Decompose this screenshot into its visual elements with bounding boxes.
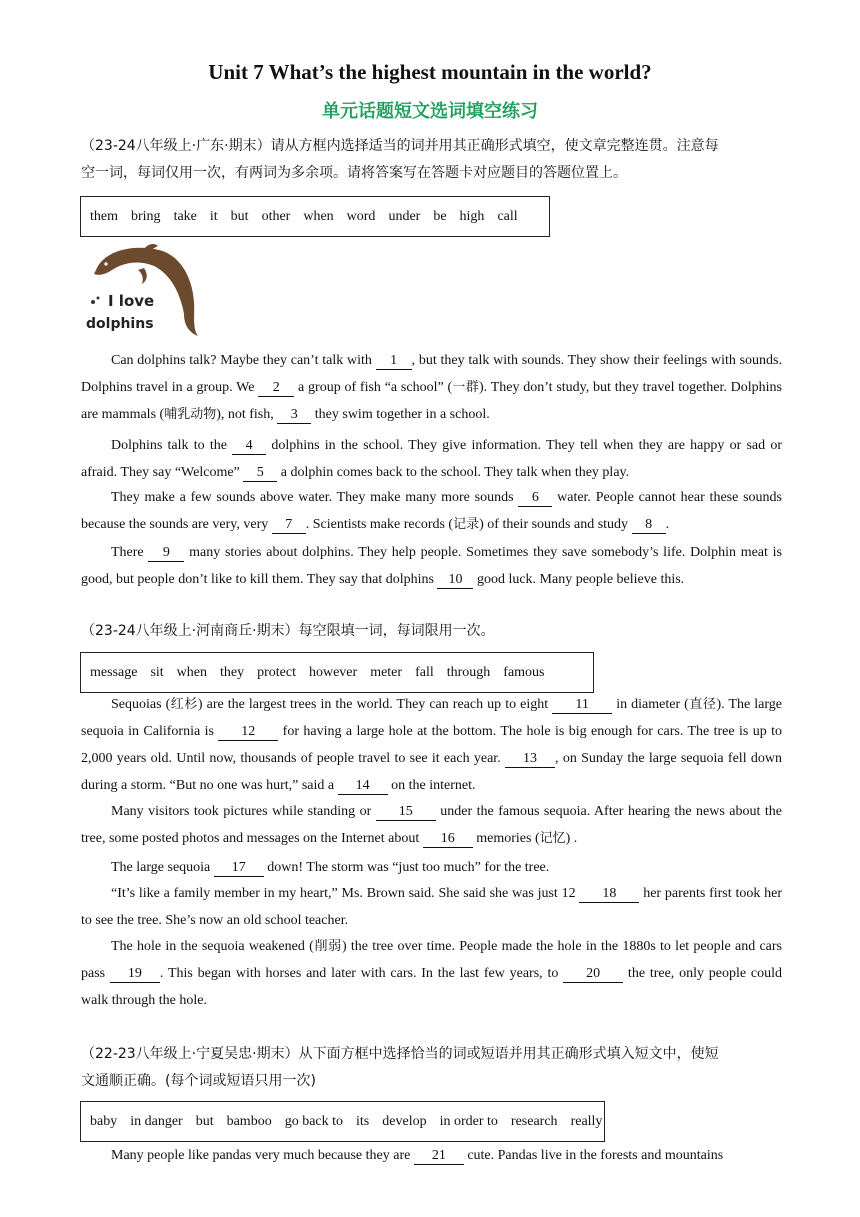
- blank-9[interactable]: 9: [148, 545, 184, 562]
- word-option: bamboo: [226, 1113, 272, 1129]
- word-option: but: [195, 1113, 214, 1129]
- image-caption-line1: I love: [108, 292, 155, 310]
- blank-7[interactable]: 7: [272, 517, 306, 534]
- section2-paragraph-2: Many visitors took pictures while standing or 15 under the famous sequoia. After hearing the news about the tree, some posted photos and messages on the Internet about 16 memories (记忆) .: [81, 804, 782, 846]
- word-option: research: [510, 1113, 558, 1129]
- word-option: bring: [131, 208, 161, 224]
- section1-intro-line2: 空一词，每词仅用一次，有两词为多余项。请将答案写在答题卡对应题目的答题位置上。: [81, 165, 627, 181]
- blank-13[interactable]: 13: [505, 751, 555, 768]
- section1-paragraph-1: Can dolphins talk? Maybe they can’t talk with 1 , but they talk with sounds. They show their feelings with sounds. Dolphins travel in a group. We 2 a group of fish “a school” (一群). They don’t study, but they travel together. Dolphins are mammals (哺乳动物), not fish, 3 they swim together in a school.: [81, 353, 782, 422]
- blank-16[interactable]: 16: [423, 831, 473, 848]
- word-option: them: [90, 208, 118, 224]
- section3-intro: [81, 1041, 781, 1095]
- section1-intro-line1: （23-24八年级上·广东·期末）请从方框内选择适当的词并用其正确形式填空，使文章完整连贯。注意每: [81, 138, 719, 154]
- image-caption-line2: dolphins: [86, 316, 154, 332]
- section2-intro: （23-24八年级上·河南商丘·期末）每空限填一词，每词限用一次。: [81, 623, 495, 639]
- word-option: call: [497, 208, 518, 224]
- word-option: be: [433, 208, 447, 224]
- word-option: word: [346, 208, 376, 224]
- blank-18[interactable]: 18: [579, 886, 639, 903]
- section1-intro: [81, 133, 781, 187]
- word-option: sit: [150, 664, 164, 680]
- word-option: develop: [382, 1113, 427, 1129]
- word-option: when: [176, 664, 207, 680]
- blank-2[interactable]: 2: [258, 380, 294, 397]
- word-option: in order to: [439, 1113, 498, 1129]
- word-option: however: [308, 664, 358, 680]
- blank-4[interactable]: 4: [232, 438, 266, 455]
- word-option: they: [220, 664, 245, 680]
- word-option: fall: [415, 664, 434, 680]
- word-option: go back to: [284, 1113, 344, 1129]
- blank-15[interactable]: 15: [376, 804, 436, 821]
- section3-intro-line2: 文通顺正确。(每个词或短语只用一次): [81, 1073, 316, 1089]
- word-option: it: [209, 208, 218, 224]
- word-option: protect: [257, 664, 296, 680]
- word-option: but: [230, 208, 249, 224]
- word-option: its: [356, 1113, 370, 1129]
- word-option: take: [173, 208, 197, 224]
- section2-paragraph-4: “It’s like a family member in my heart,” Ms. Brown said. She said she was just 12 18 her parents first took her to see the tree. She’s now an old school teacher.: [81, 886, 782, 928]
- blank-6[interactable]: 6: [518, 490, 552, 507]
- word-option: message: [90, 664, 138, 680]
- blank-20[interactable]: 20: [563, 966, 623, 983]
- section2-paragraph-1: Sequoias (红杉) are the largest trees in the world. They can reach up to eight 11 in diameter (直径). The large sequoia in California is 12 for having a large hole at the bottom. The hole is big enough for cars. The tree is up to 2,000 years old. Until now, thousands of people travel to see it each year. 13 , on Sunday the large sequoia fell down during a storm. “But no one was hurt,” said a 14 on the internet.: [81, 697, 782, 793]
- word-option: high: [459, 208, 485, 224]
- word-option: baby: [90, 1113, 118, 1129]
- section1-paragraph-2: Dolphins talk to the 4 dolphins in the school. They give information. They tell when they are happy or sad or afraid. They say “Welcome” 5 a dolphin comes back to the school. They talk when they play.: [81, 438, 782, 480]
- word-option: meter: [370, 664, 403, 680]
- section1-paragraph-4: There 9 many stories about dolphins. They help people. Sometimes they save somebody’s life. Dolphin meat is good, but people don’t like to kill them. They say that dolphins 10 good luck. Many people believe this.: [81, 545, 782, 587]
- section1-word-box: [80, 196, 550, 237]
- section2-paragraph-5: The hole in the sequoia weakened (削弱) the tree over time. People made the hole in the 1880s to let people and cars pass 19 . This began with horses and later with cars. In the last few years, to 20 the tree, only people could walk through the hole.: [81, 939, 782, 1008]
- word-option: in danger: [130, 1113, 183, 1129]
- blank-10[interactable]: 10: [437, 572, 473, 589]
- word-option: when: [303, 208, 334, 224]
- blank-3[interactable]: 3: [277, 407, 311, 424]
- blank-1[interactable]: 1: [376, 353, 412, 370]
- blank-12[interactable]: 12: [218, 724, 278, 741]
- section3-word-box: [80, 1101, 605, 1142]
- dolphin-illustration: [84, 240, 204, 340]
- blank-8[interactable]: 8: [632, 517, 666, 534]
- word-option: famous: [503, 664, 545, 680]
- page-title: Unit 7 What’s the highest mountain in the world?: [208, 60, 652, 84]
- blank-19[interactable]: 19: [110, 966, 160, 983]
- blank-17[interactable]: 17: [214, 860, 264, 877]
- section2-paragraph-3: The large sequoia 17 down! The storm was “just too much” for the tree.: [111, 860, 550, 875]
- page-subtitle: 单元话题短文选词填空练习: [322, 101, 538, 122]
- blank-14[interactable]: 14: [338, 778, 388, 795]
- word-option: really: [570, 1113, 603, 1129]
- blank-21[interactable]: 21: [414, 1148, 464, 1165]
- section2-word-box: [80, 652, 594, 693]
- word-option: other: [261, 208, 291, 224]
- blank-5[interactable]: 5: [243, 465, 277, 482]
- blank-11[interactable]: 11: [552, 697, 612, 714]
- word-option: under: [388, 208, 421, 224]
- section1-paragraph-3: They make a few sounds above water. They make many more sounds 6 water. People cannot hear these sounds because the sounds are very, very 7 . Scientists make records (记录) of their sounds and study 8 .: [81, 490, 782, 532]
- section3-intro-line1: （22-23八年级上·宁夏吴忠·期末）从下面方框中选择恰当的词或短语并用其正确形式填入短文中，使短: [81, 1046, 719, 1062]
- section3-paragraph-1: Many people like pandas very much because they are 21 cute. Pandas live in the forests and mountains: [111, 1148, 724, 1163]
- word-option: through: [446, 664, 491, 680]
